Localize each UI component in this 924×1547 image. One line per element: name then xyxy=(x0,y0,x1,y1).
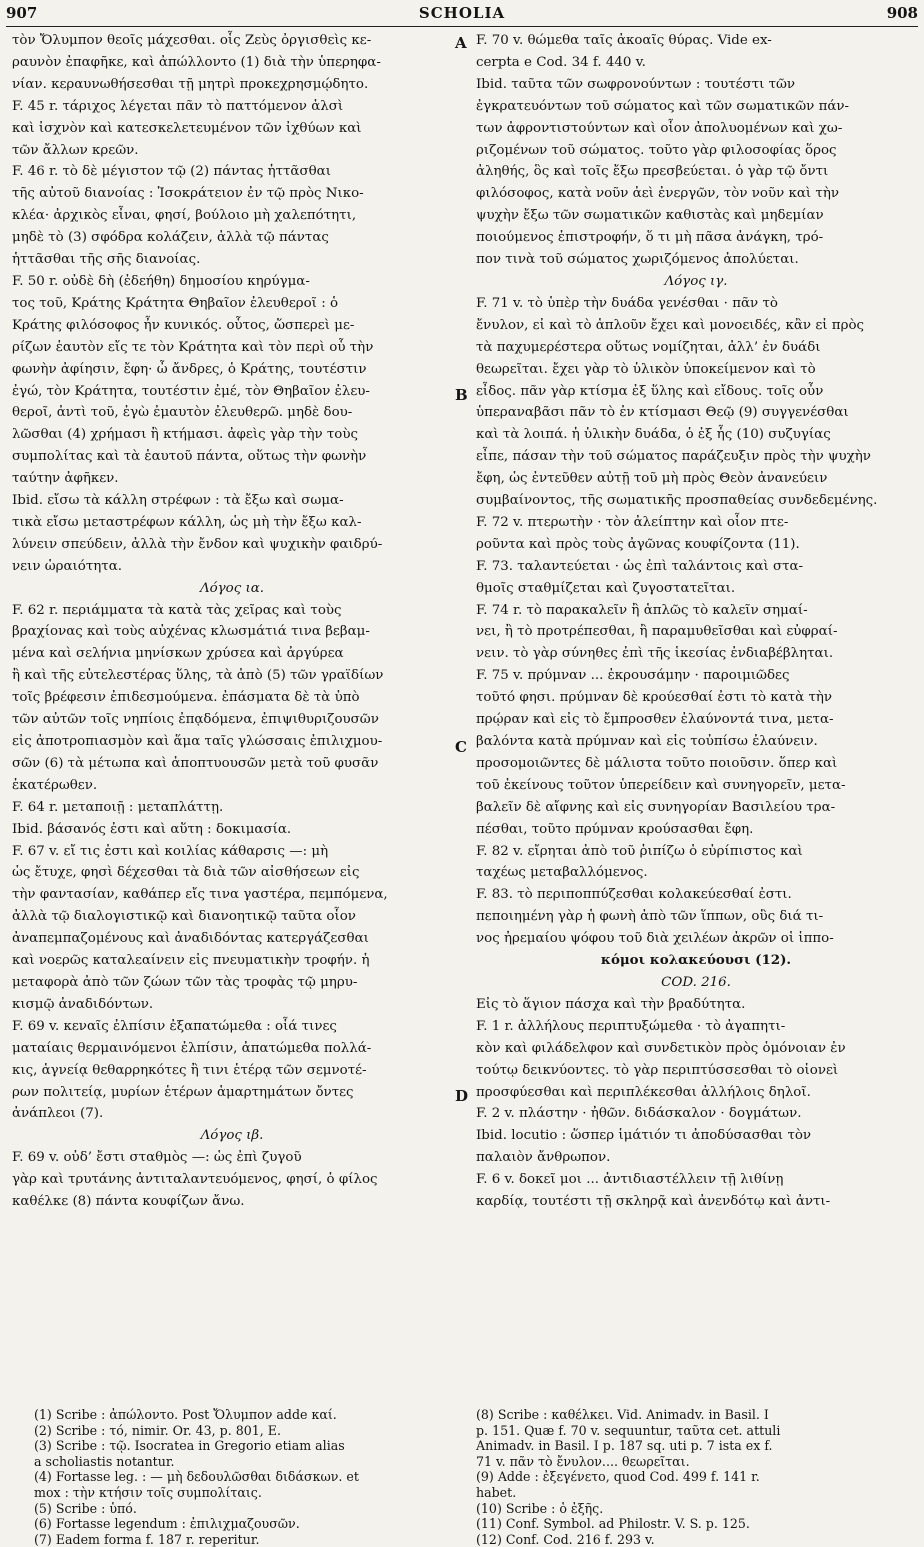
text-line: F. 46 r. τὸ δὲ μέγιστον τῷ (2) πάντας ἡττᾶσθαι xyxy=(12,164,331,180)
text-line: ματαίαις θερμαινόμενοι ἐλπίσιν, ἀπατώμεθα πολλά- xyxy=(12,1040,372,1056)
footnote-line: (9) Adde : ἐξεγένετο, quod Cod. 499 f. 141 r. xyxy=(476,1469,760,1485)
running-title: SCHOLIA xyxy=(418,4,506,22)
text-line: Ibid. εἴσω τὰ κάλλη στρέφων : τὰ ἔξω καὶ σωμα- xyxy=(12,493,344,509)
text-line: τὰ παχυμερέστερα οὕτως νομίζηται, ἀλλ’ ἐν δυάδι xyxy=(476,339,821,355)
text-line: ἀλλὰ τῷ διαλογιστικῷ καὶ διανοητικῷ ταῦτα οἷον xyxy=(12,909,356,925)
footnote-line: (4) Fortasse leg. : — μὴ δεδουλῶσθαι διδάσκων. et xyxy=(34,1469,359,1485)
text-line: λύνειν σπεύδειν, ἀλλὰ τὴν ἔνδον καὶ ψυχικὴν φαιδρύ- xyxy=(12,536,383,552)
text-line: βραχίονας καὶ τοὺς αὐχένας κλωσμάτιά τινα βεβαμ- xyxy=(12,624,370,640)
text-line: ραυνὸν ἐπαφῆκε, καὶ ἀπώλλοντο (1) διὰ τὴν ὑπερηφα- xyxy=(12,54,381,70)
text-line: F. 6 v. δοκεῖ μοι ... ἀντιδιαστέλλειν τῇ λιθίνῃ xyxy=(476,1172,784,1188)
text-line: καὶ τὰ λοιπά. ἡ ὑλικὴν δυάδα, ὁ ἐξ ἧς (10) συζυγίας xyxy=(476,427,831,443)
text-line: καρδίᾳ, τουτέστι τῇ σκληρᾷ καὶ ἀνενδότῳ καὶ ἀντι- xyxy=(476,1194,831,1210)
footnote-line: mox : τὴν κτήσιν τοῖς συμπολίταις. xyxy=(34,1484,262,1500)
text-line: πρῴραν καὶ εἰς τὸ ἔμπροσθεν ἐλαύνοντά τινα, μετα- xyxy=(476,712,834,728)
footnote-line: (5) Scribe : ὑπό. xyxy=(34,1500,137,1516)
text-line: κλέα· ἀρχικὸς εἶναι, φησί, βούλοιο μὴ χαλεπότητι, xyxy=(12,208,357,224)
left-column xyxy=(12,30,452,1213)
text-line: τῆς αὐτοῦ διανοίας : Ἰσοκράτειον ἐν τῷ πρὸς Νικο- xyxy=(12,186,364,202)
text-line: F. 50 r. οὐδὲ δὴ (ἐδεήθη) δημοσίου κηρύγμα- xyxy=(12,273,310,289)
text-line: Ibid. ταῦτα τῶν σωφρονούντων : τουτέστι τῶν xyxy=(476,76,796,92)
text-line: Εἰς τὸ ἅγιον πάσχα καὶ τὴν βραδύτητα. xyxy=(476,996,746,1012)
text-line: Λόγος ιγ. xyxy=(664,273,728,289)
footnote-line: habet. xyxy=(476,1484,517,1500)
text-line: νει, ἢ τὸ προτρέπεσθαι, ἢ παραμυθεῖσθαι καὶ εὐφραί- xyxy=(476,624,838,640)
text-line: ὑπεραναβᾶσι πᾶν τὸ ἐν κτίσμασι Θεῷ (9) συγγενέσθαι xyxy=(476,405,849,421)
text-line: ὡς ἔτυχε, φησὶ δέχεσθαι τὰ διὰ τῶν αἰσθήσεων εἰς xyxy=(12,865,360,881)
text-line: F. 69 v. κεναῖς ἐλπίσιν ἐξαπατώμεθα : οἷά τινες xyxy=(12,1018,337,1034)
text-line: εἰς ἀποτροπιασμὸν καὶ ἅμα ταῖς γλώσσαις ἐπιλιχμου- xyxy=(12,734,383,749)
text-line: ἔνυλον, εἰ καὶ τὸ ἁπλοῦν ἔχει καὶ μονοειδές, κἂν εἰ πρὸς xyxy=(476,317,865,333)
text-line: γὰρ καὶ τρυτάνης ἀντιταλαντευόμενος, φησί, ὁ φίλος xyxy=(12,1172,378,1188)
text-line: συμπολίτας καὶ τὰ ἑαυτοῦ πάντα, οὕτως τὴν φωνὴν xyxy=(12,449,367,465)
text-line: πεποιημένη γὰρ ἡ φωνὴ ἀπὸ τῶν ἵππων, οὓς διά τι- xyxy=(476,909,824,925)
text-line: F. 72 v. πτερωτὴν · τὸν ἀλείπτην καὶ οἷον πτε- xyxy=(476,514,789,530)
text-line: καὶ ἰσχνὸν καὶ κατεσκελετευμένον τῶν ἰχθύων καὶ xyxy=(12,120,362,136)
page-number-right: 908 xyxy=(886,4,918,22)
footnote-line: (8) Scribe : καθέλκει. Vid. Animadv. in Basil. I xyxy=(476,1407,769,1422)
footnote-line: (10) Scribe : ὁ ἐξῆς. xyxy=(476,1500,604,1516)
footnote-line: a scholiastis notantur. xyxy=(34,1453,175,1469)
footnote-line: (1) Scribe : ἀπώλοντο. Post Ὄλυμπον adde καί. xyxy=(34,1407,337,1422)
text-line: εἶπε, πάσαν τὴν τοῦ σώματος παράζευξιν πρὸς τὴν ψυχὴν xyxy=(476,449,871,465)
text-line: καὶ νοερῶς καταλεαίνειν εἰς πνευματικὴν τροφήν. ἡ xyxy=(12,953,370,969)
text-line: Ibid. locutio : ὥσπερ ἱμάτιόν τι ἀποδύσασθαι τὸν xyxy=(476,1128,812,1144)
text-line: τος τοῦ, Κράτης Κράτητα Θηβαῖον ἐλευθεροῖ : ὁ xyxy=(12,295,339,311)
footnote-line: (7) Eadem forma f. 187 r. reperitur. xyxy=(34,1531,260,1547)
margin-letter-a: A xyxy=(455,34,467,52)
margin-letter-b: B xyxy=(455,386,468,404)
footnote-line: 71 v. πᾶν τὸ ἔνυλον.... θεωρεῖται. xyxy=(476,1453,690,1469)
text-line: ριζομένων τοῦ σώματος. τοῦτο γὰρ φιλοσοφίας ὅρος xyxy=(476,142,837,158)
footnote-line: (3) Scribe : τῷ. Isocratea in Gregorio etiam alias xyxy=(34,1438,345,1454)
text-line: τὸν Ὄλυμπον θεοῖς μάχεσθαι. οἷς Ζεὺς ὀργισθεὶς κε- xyxy=(12,33,372,48)
text-line: θεροῖ, ἀντὶ τοῦ, ἐγὼ ἐμαυτὸν ἐλευθερῶ. μηδὲ δου- xyxy=(12,405,353,421)
text-line: F. 70 v. θώμεθα ταῖς ἀκοαῖς θύρας. Vide ex- xyxy=(476,33,772,48)
header-rule xyxy=(6,26,918,27)
text-line: ἡττᾶσθαι τῆς σῆς διανοίας. xyxy=(12,252,201,268)
footnote-line: (11) Conf. Symbol. ad Philostr. V. S. p. 125. xyxy=(476,1516,750,1532)
text-line: ἔφη, ὡς ἐντεῦθεν αὐτῇ τοῦ μὴ πρὸς Θεὸν ἀνανεύειν xyxy=(476,471,828,487)
text-line: F. 82 v. εἴρηται ἀπὸ τοῦ ῥιπίζω ὁ εὐρίπιστος καὶ xyxy=(476,843,803,859)
text-line: Κράτης φιλόσοφος ἦν κυνικός. οὗτος, ὥσπερεὶ με- xyxy=(12,317,355,333)
text-line: νειν ὡραιότητα. xyxy=(12,558,123,574)
text-line: φωνὴν ἀφίησιν, ἔφη· ὦ ἄνδρες, ὁ Κράτης, τουτέστιν xyxy=(12,361,367,377)
text-line: F. 67 v. εἴ τις ἐστι καὶ κοιλίας κάθαρσις —: μὴ xyxy=(12,843,329,859)
text-line: F. 62 r. περιάμματα τὰ κατὰ τὰς χεῖρας καὶ τοὺς xyxy=(12,602,342,618)
text-line: ρων πολιτείᾳ, μυρίων ἑτέρων ἁμαρτημάτων ὄντες xyxy=(12,1084,354,1100)
text-line: νειν. τὸ γὰρ σύνηθες ἐπὶ τῆς ἱκεσίας ἐνδιαβέβληται. xyxy=(476,646,834,662)
text-line: F. 74 r. τὸ παρακαλεῖν ἢ ἁπλῶς τὸ καλεῖν σημαί- xyxy=(476,602,808,618)
text-line: νίαν. κεραυνωθήσεσθαι τῇ μητρὶ προκεχρησμῴδητο. xyxy=(12,76,369,92)
running-header xyxy=(6,4,918,26)
text-line: ταύτην ἀφῆκεν. xyxy=(12,471,119,487)
text-line: cerpta e Cod. 34 f. 440 v. xyxy=(476,54,646,70)
footnote-line: (2) Scribe : τό, nimir. Or. 43, p. 801, E. xyxy=(34,1422,281,1438)
text-line: F. 71 v. τὸ ὑπὲρ τὴν δυάδα γενέσθαι · πᾶν τὸ xyxy=(476,295,778,311)
text-line: κὸν καὶ φιλάδελφον καὶ συνδετικὸν πρὸς ὁμόνοιαν ἐν xyxy=(476,1040,846,1056)
text-line: μηδὲ τὸ (3) σφόδρα κολάζειν, ἀλλὰ τῷ πάντας xyxy=(12,230,329,246)
text-line: τοῦτό φησι. πρύμναν δὲ κρούεσθαί ἐστι τὸ κατὰ τὴν xyxy=(476,690,833,706)
footnotes-right xyxy=(476,1407,916,1547)
text-line: συμβαίνοντος, τῆς σωματικῆς προσπαθείας συνδεδεμένης. xyxy=(476,493,878,509)
text-line: τικὰ εἴσω μεταστρέφων κάλλη, ὡς μὴ τὴν ἔξω καλ- xyxy=(12,514,362,530)
text-line: τοῖς βρέφεσιν ἐπιδεσμούμενα. ἐπάσματα δὲ τὰ ὑπὸ xyxy=(12,690,360,706)
right-column xyxy=(476,30,916,1213)
text-line: τούτῳ δεικνύοντες. τὸ γὰρ περιπτύσσεσθαι τὸ οἱονεὶ xyxy=(476,1062,839,1078)
text-line: μεταφορὰ ἀπὸ τῶν ζώων τῶν τὰς τροφὰς τῷ μηρυ- xyxy=(12,974,358,990)
margin-letter-c: C xyxy=(455,738,467,756)
text-line: τῶν αὐτῶν τοῖς νηπίοις ἐπᾳδόμενα, ἐπιψιθυριζουσῶν xyxy=(12,712,379,728)
text-line: νος ἠρεμαίου ψόφου τοῦ διὰ χειλέων ἀκρῶν οἱ ἱππο- xyxy=(476,931,834,947)
text-line: τοῦ ἐκείνους τοῦτον ὑπερείδειν καὶ συνηγορεῖν, μετα- xyxy=(476,777,846,793)
text-line: F. 69 v. οὐδ’ ἔστι σταθμὸς —: ὡς ἐπὶ ζυγοῦ xyxy=(12,1150,302,1166)
text-line: F. 1 r. ἀλλήλους περιπτυξώμεθα · τὸ ἀγαπητι- xyxy=(476,1018,786,1034)
footnote-line: (6) Fortasse legendum : ἐπιλιχμαζουσῶν. xyxy=(34,1516,300,1532)
text-line: των ἀφροντιστούντων καὶ οἷον ἀπολυομένων καὶ χω- xyxy=(476,120,843,136)
text-line: θεωρεῖται. ἔχει γὰρ τὸ ὑλικὸν ὑποκείμενον καὶ τὸ xyxy=(476,361,816,377)
text-line: πέσθαι, τοῦτο πρύμναν κρούσασθαι ἔφη. xyxy=(476,821,754,837)
text-line: τῶν ἄλλων κρεῶν. xyxy=(12,142,139,158)
text-line: ἢ καὶ τῆς εὐτελεστέρας ὕλης, τὰ ἀπὸ (5) τῶν γραϊδίων xyxy=(12,668,384,684)
text-line: κόμοι κολακεύουσι (12). xyxy=(600,952,792,969)
text-line: F. 73. ταλαντεύεται · ὡς ἐπὶ ταλάντοις καὶ στα- xyxy=(476,558,804,574)
footnote-line: Animadv. in Basil. I p. 187 sq. uti p. 7 ista ex f. xyxy=(476,1438,773,1454)
text-line: παλαιὸν ἄνθρωπον. xyxy=(476,1150,611,1166)
text-line: φιλόσοφος, κατὰ νοῦν ἀεὶ ἐνεργῶν, τὸν νοῦν καὶ τὴν xyxy=(476,186,839,202)
footnote-line: (12) Conf. Cod. 216 f. 293 v. xyxy=(476,1531,655,1547)
text-line: F. 83. τὸ περιποππύζεσθαι κολακεύεσθαί ἐστι. xyxy=(476,887,792,903)
text-line: κις, ἁγνείᾳ θεθαρρηκότες ἢ τινι ἑτέρᾳ τῶν σεμνοτέ- xyxy=(12,1062,367,1078)
text-line: ἑκατέρωθεν. xyxy=(12,777,98,793)
text-line: ἀληθής, ὃς καὶ τοῖς ἔξω πρεσβεύεται. ὁ γὰρ τῷ ὄντι xyxy=(476,164,829,180)
text-line: καθέλκε (8) πάντα κουφίζων ἄνω. xyxy=(12,1194,245,1210)
text-line: ροῦντα καὶ πρὸς τοὺς ἀγῶνας κουφίζοντα (11). xyxy=(476,536,800,552)
text-line: βαλεῖν δὲ αἴφνης καὶ εἰς συνηγορίαν Βασιλείου τρα- xyxy=(476,799,836,815)
text-line: εἶδος. πᾶν γὰρ κτίσμα ἐξ ὕλης καὶ εἴδους. τοῖς οὖν xyxy=(476,383,824,399)
text-line: F. 75 v. πρύμναν ... ἐκρουσάμην · παροιμιῶδες xyxy=(476,668,790,684)
text-line: σῶν (6) τὰ μέτωπα καὶ ἀποπτυουσῶν μετὰ τοῦ φυσᾶν xyxy=(12,755,379,771)
text-line: ποιούμενος ἐπιστροφήν, ὅ τι μὴ πᾶσα ἀνάγκη, τρό- xyxy=(476,230,824,246)
text-line: F. 64 r. μεταποιῇ : μεταπλάττῃ. xyxy=(12,799,224,815)
text-line: ἀνάπλεοι (7). xyxy=(12,1106,104,1122)
text-line: μένα καὶ σελήνια μηνίσκων χρύσεα καὶ ἀργύρεα xyxy=(12,646,344,662)
text-line: προσφύεσθαι καὶ περιπλέκεσθαι ἀλλήλοις δηλοῖ. xyxy=(476,1084,811,1100)
page-number-left: 907 xyxy=(6,4,38,22)
text-line: ρίζων ἑαυτὸν εἴς τε τὸν Κράτητα καὶ τὸν περὶ οὗ τὴν xyxy=(12,339,374,355)
footnote-line: p. 151. Quæ f. 70 v. sequuntur, ταῦτα cet. attuli xyxy=(476,1422,781,1438)
text-line: λῶσθαι (4) χρήμασι ἢ κτήμασι. ἀφεὶς γὰρ τὴν τοὺς xyxy=(12,427,358,443)
text-line: πον τινὰ τοῦ σώματος χωριζόμενος ἀπολύεται. xyxy=(476,252,799,268)
text-line: Λόγος ιβ. xyxy=(200,1128,264,1144)
margin-letter-d: D xyxy=(455,1087,469,1105)
text-line: ἐγκρατευόντων τοῦ σώματος καὶ τῶν σωματικῶν πάν- xyxy=(476,98,850,114)
text-line: Λόγος ια. xyxy=(199,580,265,596)
text-line: ταχέως μεταβαλλόμενος. xyxy=(476,865,648,881)
text-line: τὴν φαντασίαν, καθάπερ εἴς τινα γαστέρα, πεμπόμενα, xyxy=(12,887,388,903)
text-line: F. 45 r. τάριχος λέγεται πᾶν τὸ παττόμενον ἁλσὶ xyxy=(12,98,344,114)
text-line: ἐγώ, τὸν Κράτητα, τουτέστιν ἐμέ, τὸν Θηβαῖον ἐλευ- xyxy=(12,383,370,399)
text-line: ἀναπεμπαζομένους καὶ ἀναδιδόντας κατεργάζεσθαι xyxy=(12,931,369,947)
text-line: COD. 216. xyxy=(661,974,731,990)
text-line: θμοῖς σταθμίζεται καὶ ζυγοστατεῖται. xyxy=(476,580,736,596)
footnotes-left xyxy=(34,1407,454,1547)
text-line: προσομοιῶντες δὲ μάλιστα τοῦτο ποιοῦσιν. ὅπερ καὶ xyxy=(476,755,838,771)
text-line: ψυχὴν ἔξω τῶν σωματικῶν καθιστὰς καὶ μηδεμίαν xyxy=(476,208,824,224)
text-line: κισμῷ ἀναδιδόντων. xyxy=(12,996,154,1012)
text-line: βαλόντα κατὰ πρύμναν καὶ εἰς τοὐπίσω ἐλαύνειν. xyxy=(476,734,818,749)
text-line: Ibid. βάσανός ἐστι καὶ αὕτη : δοκιμασία. xyxy=(12,821,292,837)
text-line: F. 2 v. πλάστην · ἠθῶν. διδάσκαλον · δογμάτων. xyxy=(476,1106,802,1122)
